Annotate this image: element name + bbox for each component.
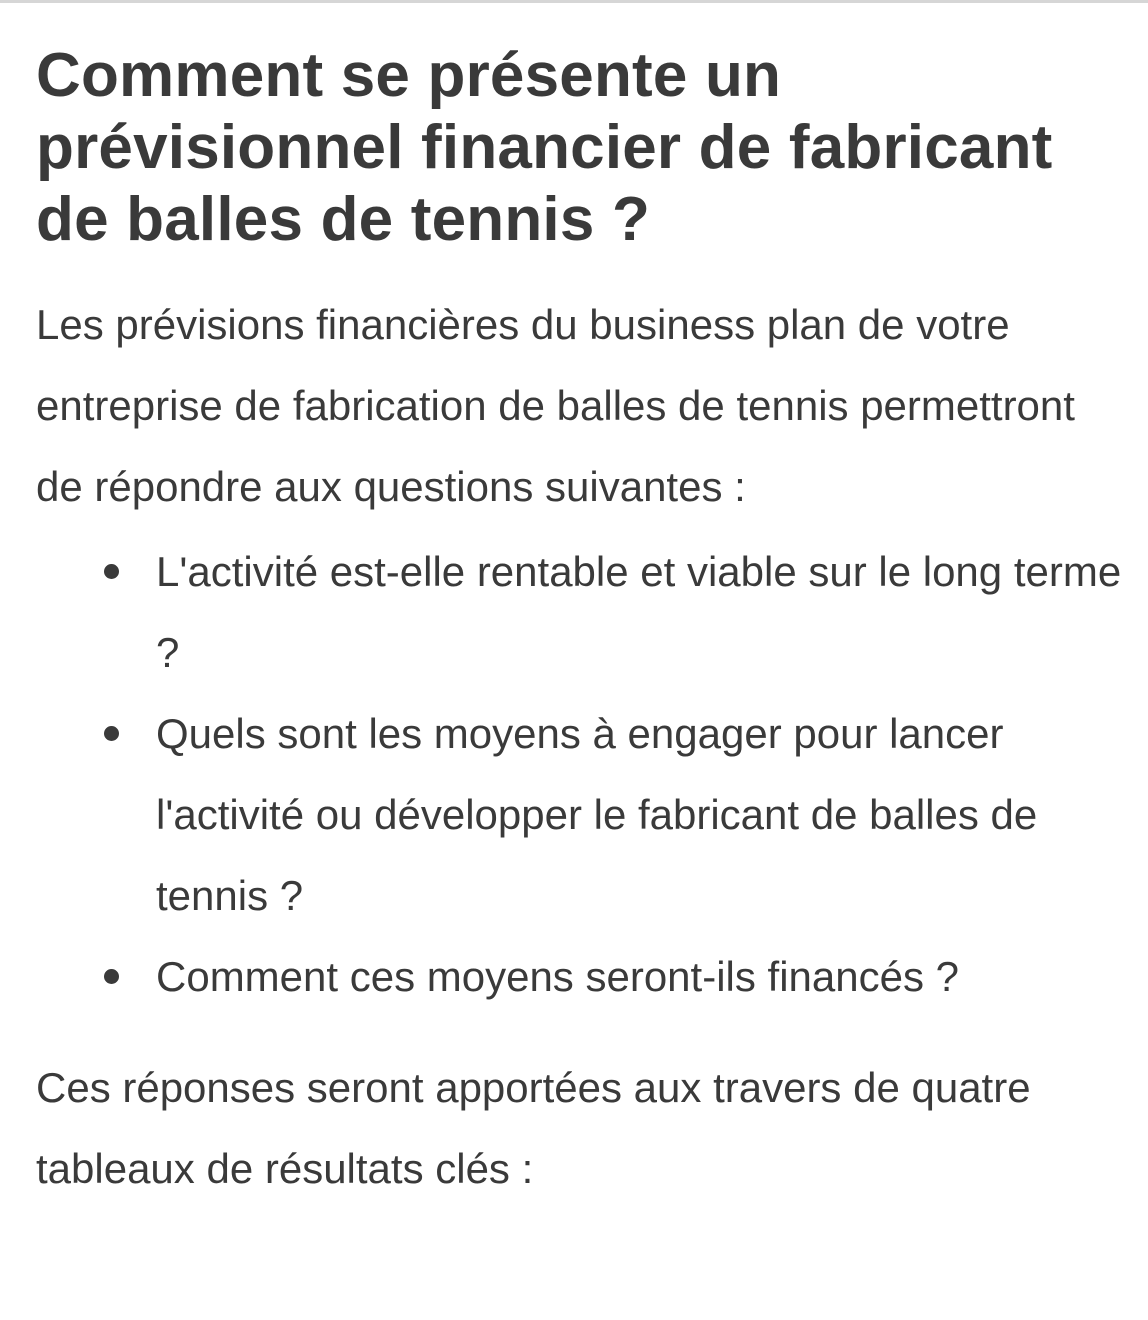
bullet-icon [104, 564, 119, 579]
outro-paragraph: Ces réponses seront apportées aux travers de quatre tableaux de résultats clés : [36, 1064, 1031, 1192]
list-item [156, 693, 1126, 936]
questions-list [36, 531, 1126, 1017]
article-title: Comment se présente un prévisionnel financier de fabricant de balles de tennis ? [36, 41, 1053, 254]
top-divider [0, 0, 1148, 3]
list-item-text: L'activité est-elle rentable et viable sur le long terme ? [156, 548, 1122, 676]
intro-paragraph: Les prévisions financières du business plan de votre entreprise de fabrication de balles de tennis permettront de répondre aux questions suivantes : [36, 301, 1075, 510]
article-body [36, 40, 1126, 1209]
list-item-text: Comment ces moyens seront-ils financés ? [156, 953, 959, 1000]
bullet-icon [104, 726, 119, 741]
bullet-icon [104, 969, 119, 984]
list-item [156, 936, 1126, 1017]
list-item [156, 531, 1126, 693]
list-item-text: Quels sont les moyens à engager pour lancer l'activité ou développer le fabricant de balles de tennis ? [156, 710, 1038, 919]
